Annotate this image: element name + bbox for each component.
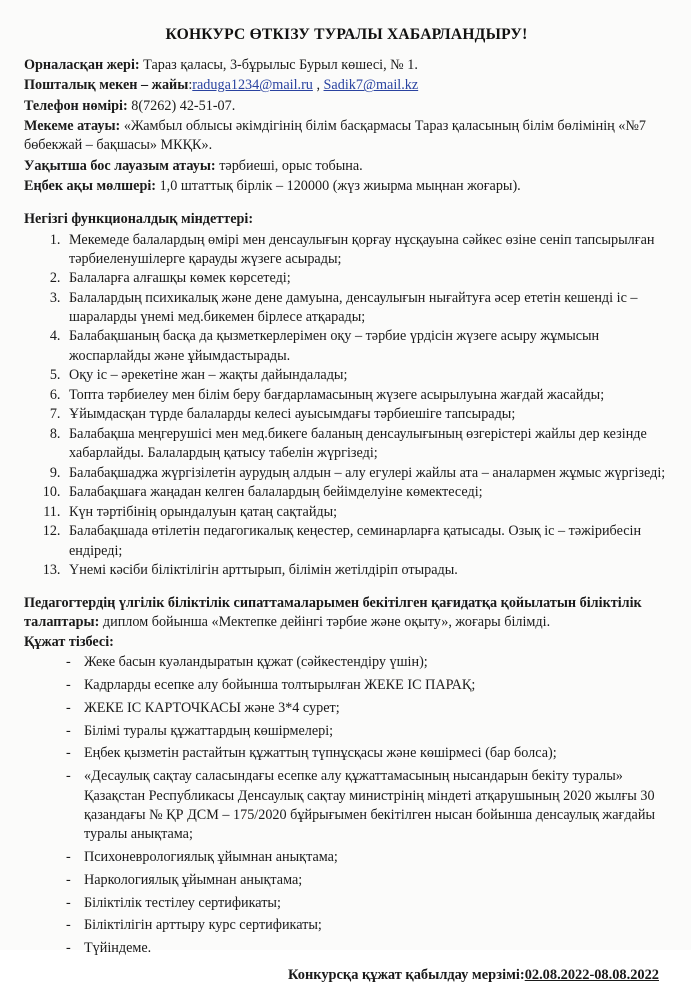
documents-list — [24, 653, 669, 958]
documents-heading: Құжат тізбесі: — [24, 633, 114, 650]
organization-label: Мекеме атауы: — [24, 117, 121, 134]
list-item: - ЖЕКЕ ІС КАРТОЧКАСЫ және 3*4 сурет; — [66, 699, 669, 718]
list-item: - Еңбек қызметін растайтын құжаттың түпнұсқасы және көшірмесі (бар болса); — [66, 744, 669, 763]
list-item: 4. Балабақшаның басқа да қызметкерлерімен оқу – тәрбие үрдісін жүзеге асыру жұмысын жоспарлайды және ұйымдастырады. — [64, 327, 669, 365]
spacer-qualification — [24, 581, 669, 594]
phone-line — [24, 97, 669, 116]
list-item: 5. Оқу іс – әрекетіне жан – жақты дайындалады; — [64, 366, 669, 385]
qualification-value: диплом бойынша «Мектепке дейінгі тәрбие және оқыту», жоғары білімді. — [99, 614, 551, 631]
postal-line — [24, 76, 669, 95]
salary-value: 1,0 штаттық бірлік – 120000 (жүз жиырма мыңнан жоғары). — [156, 177, 521, 194]
list-item: 1. Мекемеде балалардың өмірі мен денсаулығын қорғау нұсқауына сәйкес өзіне сеніп тапсырылған тәрбиеленушілерге қарауды жүзеге асырады; — [64, 231, 669, 269]
location-value: Тараз қаласы, 3-бұрылыс Бурыл көшесі, № 1. — [139, 57, 418, 73]
deadline-line — [24, 967, 669, 984]
duties-heading: Негізгі функционалдық міндеттері: — [24, 211, 254, 228]
list-item: 10. Балабақшаға жаңадан келген балалардың бейімделуіне көмектеседі; — [64, 483, 669, 502]
vacancy-label: Уақытша бос лауазым атауы: — [24, 157, 216, 174]
list-item: 9. Балабақшаджа жүргізілетін аурудың алдын – алу егулері жайлы ата – аналармен жұмыс жүргізеді; — [64, 464, 669, 483]
spacer-duties — [24, 197, 669, 210]
phone-value: 8(7262) 42-51-07. — [127, 97, 236, 114]
list-item: 7. Ұйымдасқан түрде балаларды келесі ауысымдағы тәрбиешіге тапсырады; — [64, 405, 669, 424]
list-item: 12. Балабақшада өтілетін педагогикалық кеңестер, семинарларға қатысады. Озық іс – тәжірибесін ендіреді; — [64, 522, 669, 560]
list-item: - Біліктілік тестілеу сертификаты; — [66, 894, 669, 913]
list-item: 13. Үнемі кәсіби біліктілігін арттырып, білімін жетілдіріп отырады. — [64, 561, 669, 580]
email-separator: , — [312, 77, 324, 94]
list-item: 11. Күн тәртібінің орындалуын қатаң сақтайды; — [64, 503, 669, 522]
qualification-label: Педагогтердің үлгілік біліктілік сипаттамаларымен бекітілген қағидатқа қойылатын біліктілік талаптары: — [24, 594, 642, 631]
list-item: - Психоневрологиялық ұйымнан анықтама; — [66, 848, 669, 867]
list-item: - Түйіндеме. — [66, 939, 669, 958]
vacancy-line — [24, 157, 669, 176]
list-item: 6. Топта тәрбиелеу мен білім беру бағдарламасының жүзеге асырылуына жағдай жасайды; — [64, 386, 669, 405]
list-item: 8. Балабақша меңгерушісі мен мед.бикеге баланың денсаулығының өзгерістері жайлы дер кезінде хабарлайды. Балалардың қатысу табелін жүргізеді; — [64, 425, 669, 463]
list-item: 3. Балалардың психикалық және дене дамуына, денсаулығын нығайтуға әсер ететін кешенді іс – шараларды үнемі мед.бикемен бірлесе атқарады; — [64, 289, 669, 327]
list-item: - Жеке басын куәландыратын құжат (сәйкестендіру үшін); — [66, 653, 669, 672]
postal-separator: : — [188, 77, 193, 94]
organization-value: «Жамбыл облысы әкімдігінің білім басқармасы Тараз қаласының білім бөлімінің «№7 бөбекжай – бақшасы» МКҚК». — [24, 117, 647, 154]
duties-list — [24, 231, 669, 581]
qualification-paragraph — [24, 594, 669, 633]
email-link-2[interactable]: Sadik7@mail.kz — [323, 77, 419, 94]
salary-label: Еңбек ақы мөлшері: — [24, 177, 157, 194]
deadline-date: 02.08.2022-08.08.2022 — [524, 966, 659, 983]
salary-line — [24, 177, 669, 196]
organization-line — [24, 117, 669, 156]
postal-label: Пошталық мекен – жайы — [24, 77, 189, 94]
page-title: КОНКУРС ӨТКІЗУ ТУРАЛЫ ХАБАРЛАНДЫРУ! — [165, 26, 528, 43]
list-item: - Наркологиялық ұйымнан анықтама; — [66, 871, 669, 890]
list-item: - Кадрларды есепке алу бойынша толтырылған ЖЕКЕ ІС ПАРАҚ; — [66, 676, 669, 695]
vacancy-value: тәрбиеші, орыс тобына. — [215, 157, 363, 174]
list-item: - «Десаулық сақтау саласындағы есепке алу құжаттамасының нысандарын бекіту туралы» Қазақстан Республикасы Денсаулық сақтау министрінің міндеті атқарушының 2020 жылғы 30 қазандағы № ҚР ДСМ – 175/2020 бұйрығымен бекітілген нысан бойынша денсаулық жағдайы туралы анықтама; — [66, 767, 669, 844]
deadline-label: Конкурсқа құжат қабылдау мерзімі: — [288, 966, 525, 983]
phone-label: Телефон нөмірі: — [24, 97, 128, 114]
list-item: 2. Балаларға алғашқы көмек көрсетеді; — [64, 269, 669, 288]
location-line — [24, 56, 669, 75]
list-item: - Біліктілігін арттыру курс сертификаты; — [66, 916, 669, 935]
list-item: - Білімі туралы құжаттардың көшірмелері; — [66, 722, 669, 741]
location-label: Орналасқан жері: — [24, 57, 140, 73]
email-link-1[interactable]: raduga1234@mail.ru — [192, 77, 313, 94]
